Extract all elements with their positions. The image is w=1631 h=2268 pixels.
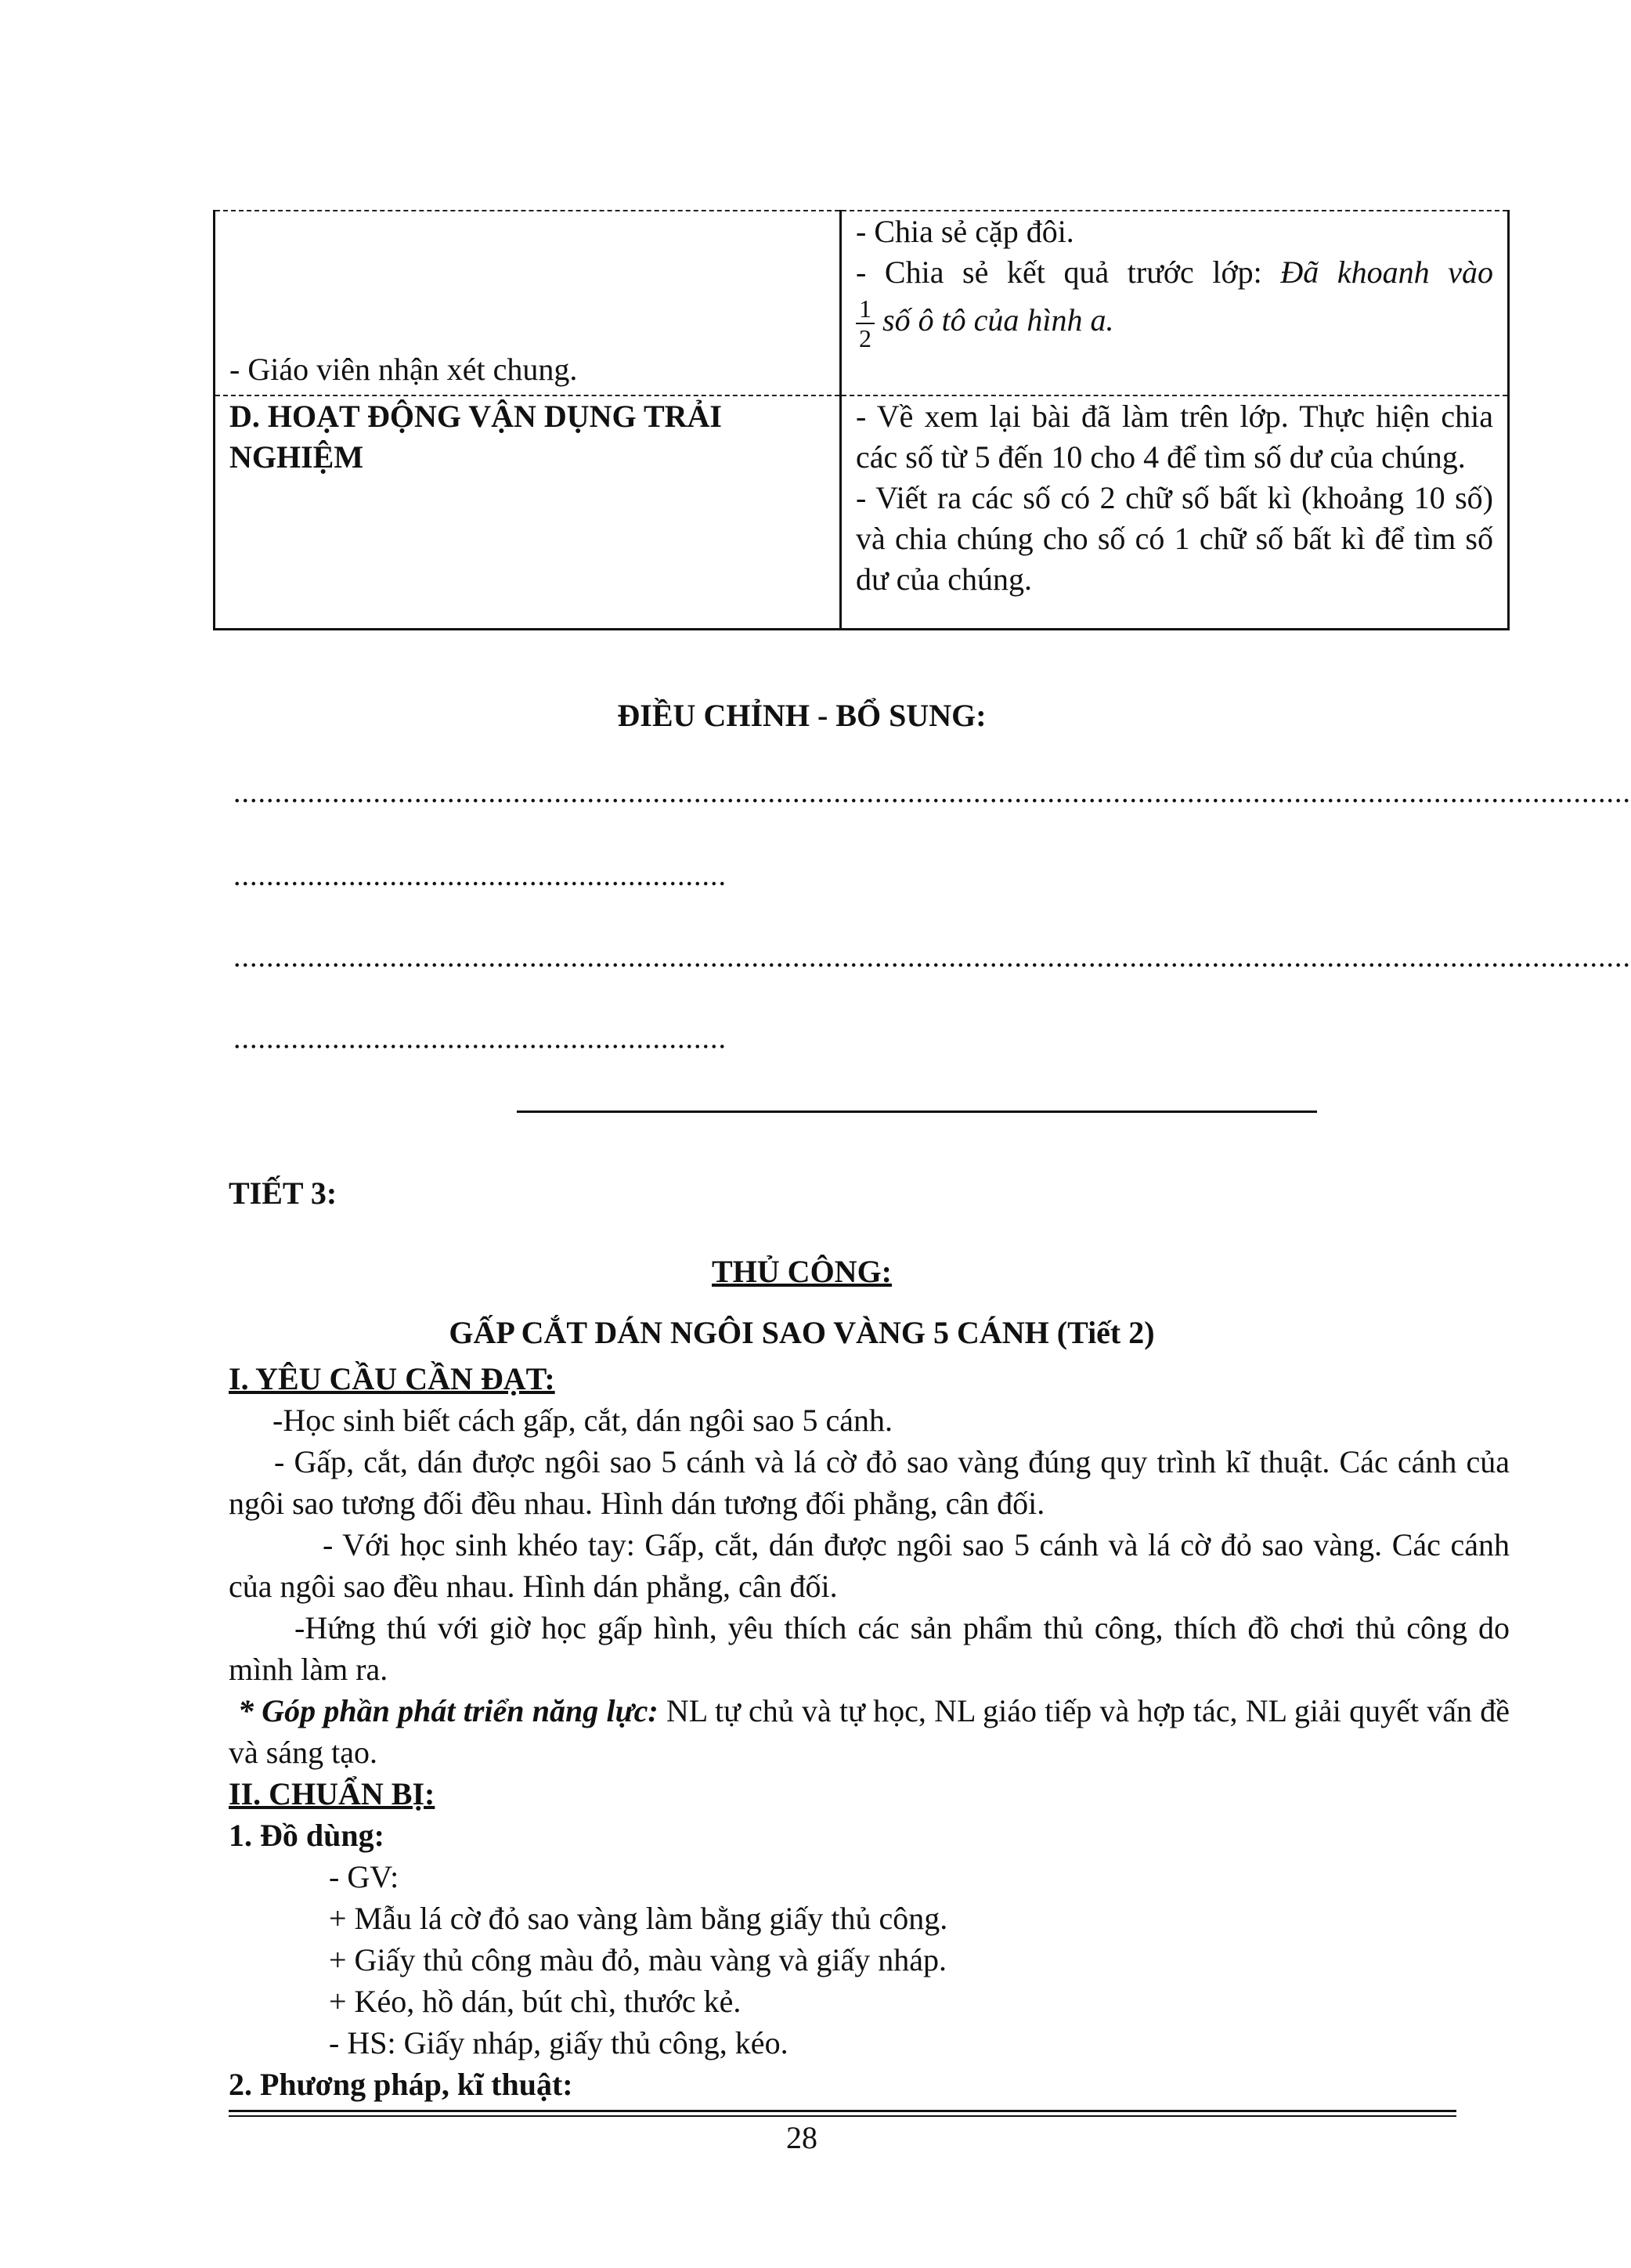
table-row bbox=[215, 211, 1509, 395]
requirement-item: - Với học sinh khéo tay: Gấp, cắt, dán được ngôi sao 5 cánh và lá cờ đỏ sao vàng. Các cánh của ngôi sao đều nhau. Hình dán phẳng, cân đối. bbox=[229, 1527, 1510, 1604]
subsection-heading: 2. Phương pháp, kĩ thuật: bbox=[229, 2067, 573, 2102]
student-line bbox=[856, 252, 1493, 293]
footer-rule bbox=[229, 2110, 1456, 2112]
section-heading-text: II. CHUẨN BỊ: bbox=[229, 1776, 435, 1811]
competence-label: * Góp phần phát triển năng lực: bbox=[238, 1693, 659, 1728]
subject-title: THỦ CÔNG: bbox=[712, 1254, 892, 1289]
separator-line bbox=[517, 1111, 1317, 1113]
table-row bbox=[215, 395, 1509, 630]
activity-table bbox=[213, 210, 1510, 630]
prep-item: - GV: bbox=[329, 1859, 399, 1894]
lesson-title: GẤP CẮT DÁN NGÔI SAO VÀNG 5 CÁNH (Tiết 2) bbox=[449, 1315, 1155, 1350]
activity-paragraph: - Viết ra các số có 2 chữ số bất kì (khoảng 10 số) và chia chúng cho số có 1 chữ số bất kì để tìm số dư của chúng. bbox=[856, 480, 1493, 597]
fraction-numerator: 1 bbox=[856, 294, 875, 324]
prep-item: + Mẫu lá cờ đỏ sao vàng làm bằng giấy thủ công. bbox=[329, 1901, 948, 1936]
dotted-line: ............................................................ bbox=[233, 859, 727, 892]
student-line-prefix: - Chia sẻ kết quả trước lớp: bbox=[856, 255, 1281, 290]
section-heading bbox=[229, 1358, 1510, 1399]
dotted-line: ............................................................ bbox=[233, 1022, 727, 1055]
requirement-item: - Gấp, cắt, dán được ngôi sao 5 cánh và lá cờ đỏ sao vàng đúng quy trình kĩ thuật. Các cánh của ngôi sao tương đối đều nhau. Hình dán tương đối phẳng, cân đối. bbox=[229, 1444, 1510, 1521]
tiet-label: TIẾT 3: bbox=[229, 1176, 337, 1211]
teacher-cell bbox=[215, 211, 841, 395]
adjust-heading: ĐIỀU CHỈNH - BỔ SUNG: bbox=[617, 698, 987, 733]
student-line-fraction bbox=[856, 294, 1493, 352]
teacher-remark: - Giáo viên nhận xét chung. bbox=[229, 352, 578, 387]
section-heading-text: I. YÊU CẦU CẦN ĐẠT: bbox=[229, 1361, 555, 1396]
prep-item: - HS: Giấy nháp, giấy thủ công, kéo. bbox=[329, 2025, 788, 2060]
page-number: 28 bbox=[786, 2120, 817, 2155]
dotted-line: .......................................................................................................................................................................... bbox=[233, 941, 1631, 973]
student-line-italic: Đã khoanh vào bbox=[1280, 255, 1493, 290]
student-line: - Chia sẻ cặp đôi. bbox=[856, 214, 1074, 249]
footer-rule bbox=[229, 2115, 1456, 2117]
student-cell bbox=[841, 211, 1509, 395]
subsection-heading: 1. Đồ dùng: bbox=[229, 1818, 384, 1853]
prep-item: + Kéo, hồ dán, bút chì, thước kẻ. bbox=[329, 1984, 742, 2019]
activity-paragraph: - Về xem lại bài đã làm trên lớp. Thực hiện chia các số từ 5 đến 10 cho 4 để tìm số dư của chúng. bbox=[856, 399, 1493, 475]
competence-paragraph bbox=[229, 1690, 1510, 1773]
activity-heading-cell bbox=[215, 395, 841, 630]
requirement-item: -Học sinh biết cách gấp, cắt, dán ngôi sao 5 cánh. bbox=[272, 1403, 893, 1438]
requirement-item: -Hứng thú với giờ học gấp hình, yêu thích các sản phẩm thủ công, thích đồ chơi thủ công do mình làm ra. bbox=[229, 1610, 1510, 1687]
student-line-italic: số ô tô của hình a. bbox=[882, 302, 1114, 338]
fraction bbox=[856, 294, 875, 352]
fraction-denominator: 2 bbox=[859, 324, 871, 352]
dotted-line: .......................................................................................................................................................................... bbox=[233, 776, 1631, 809]
activity-heading: D. HOẠT ĐỘNG VẬN DỤNG TRẢI NGHIỆM bbox=[229, 399, 722, 475]
section-heading bbox=[229, 1773, 1510, 1815]
prep-item: + Giấy thủ công màu đỏ, màu vàng và giấy nháp. bbox=[329, 1942, 947, 1977]
activity-content-cell bbox=[841, 395, 1509, 630]
competence-text: NL tự chủ và tự học, NL giáo tiếp và hợp tác, NL giải quyết vấn đề và sáng tạo. bbox=[229, 1693, 1510, 1770]
